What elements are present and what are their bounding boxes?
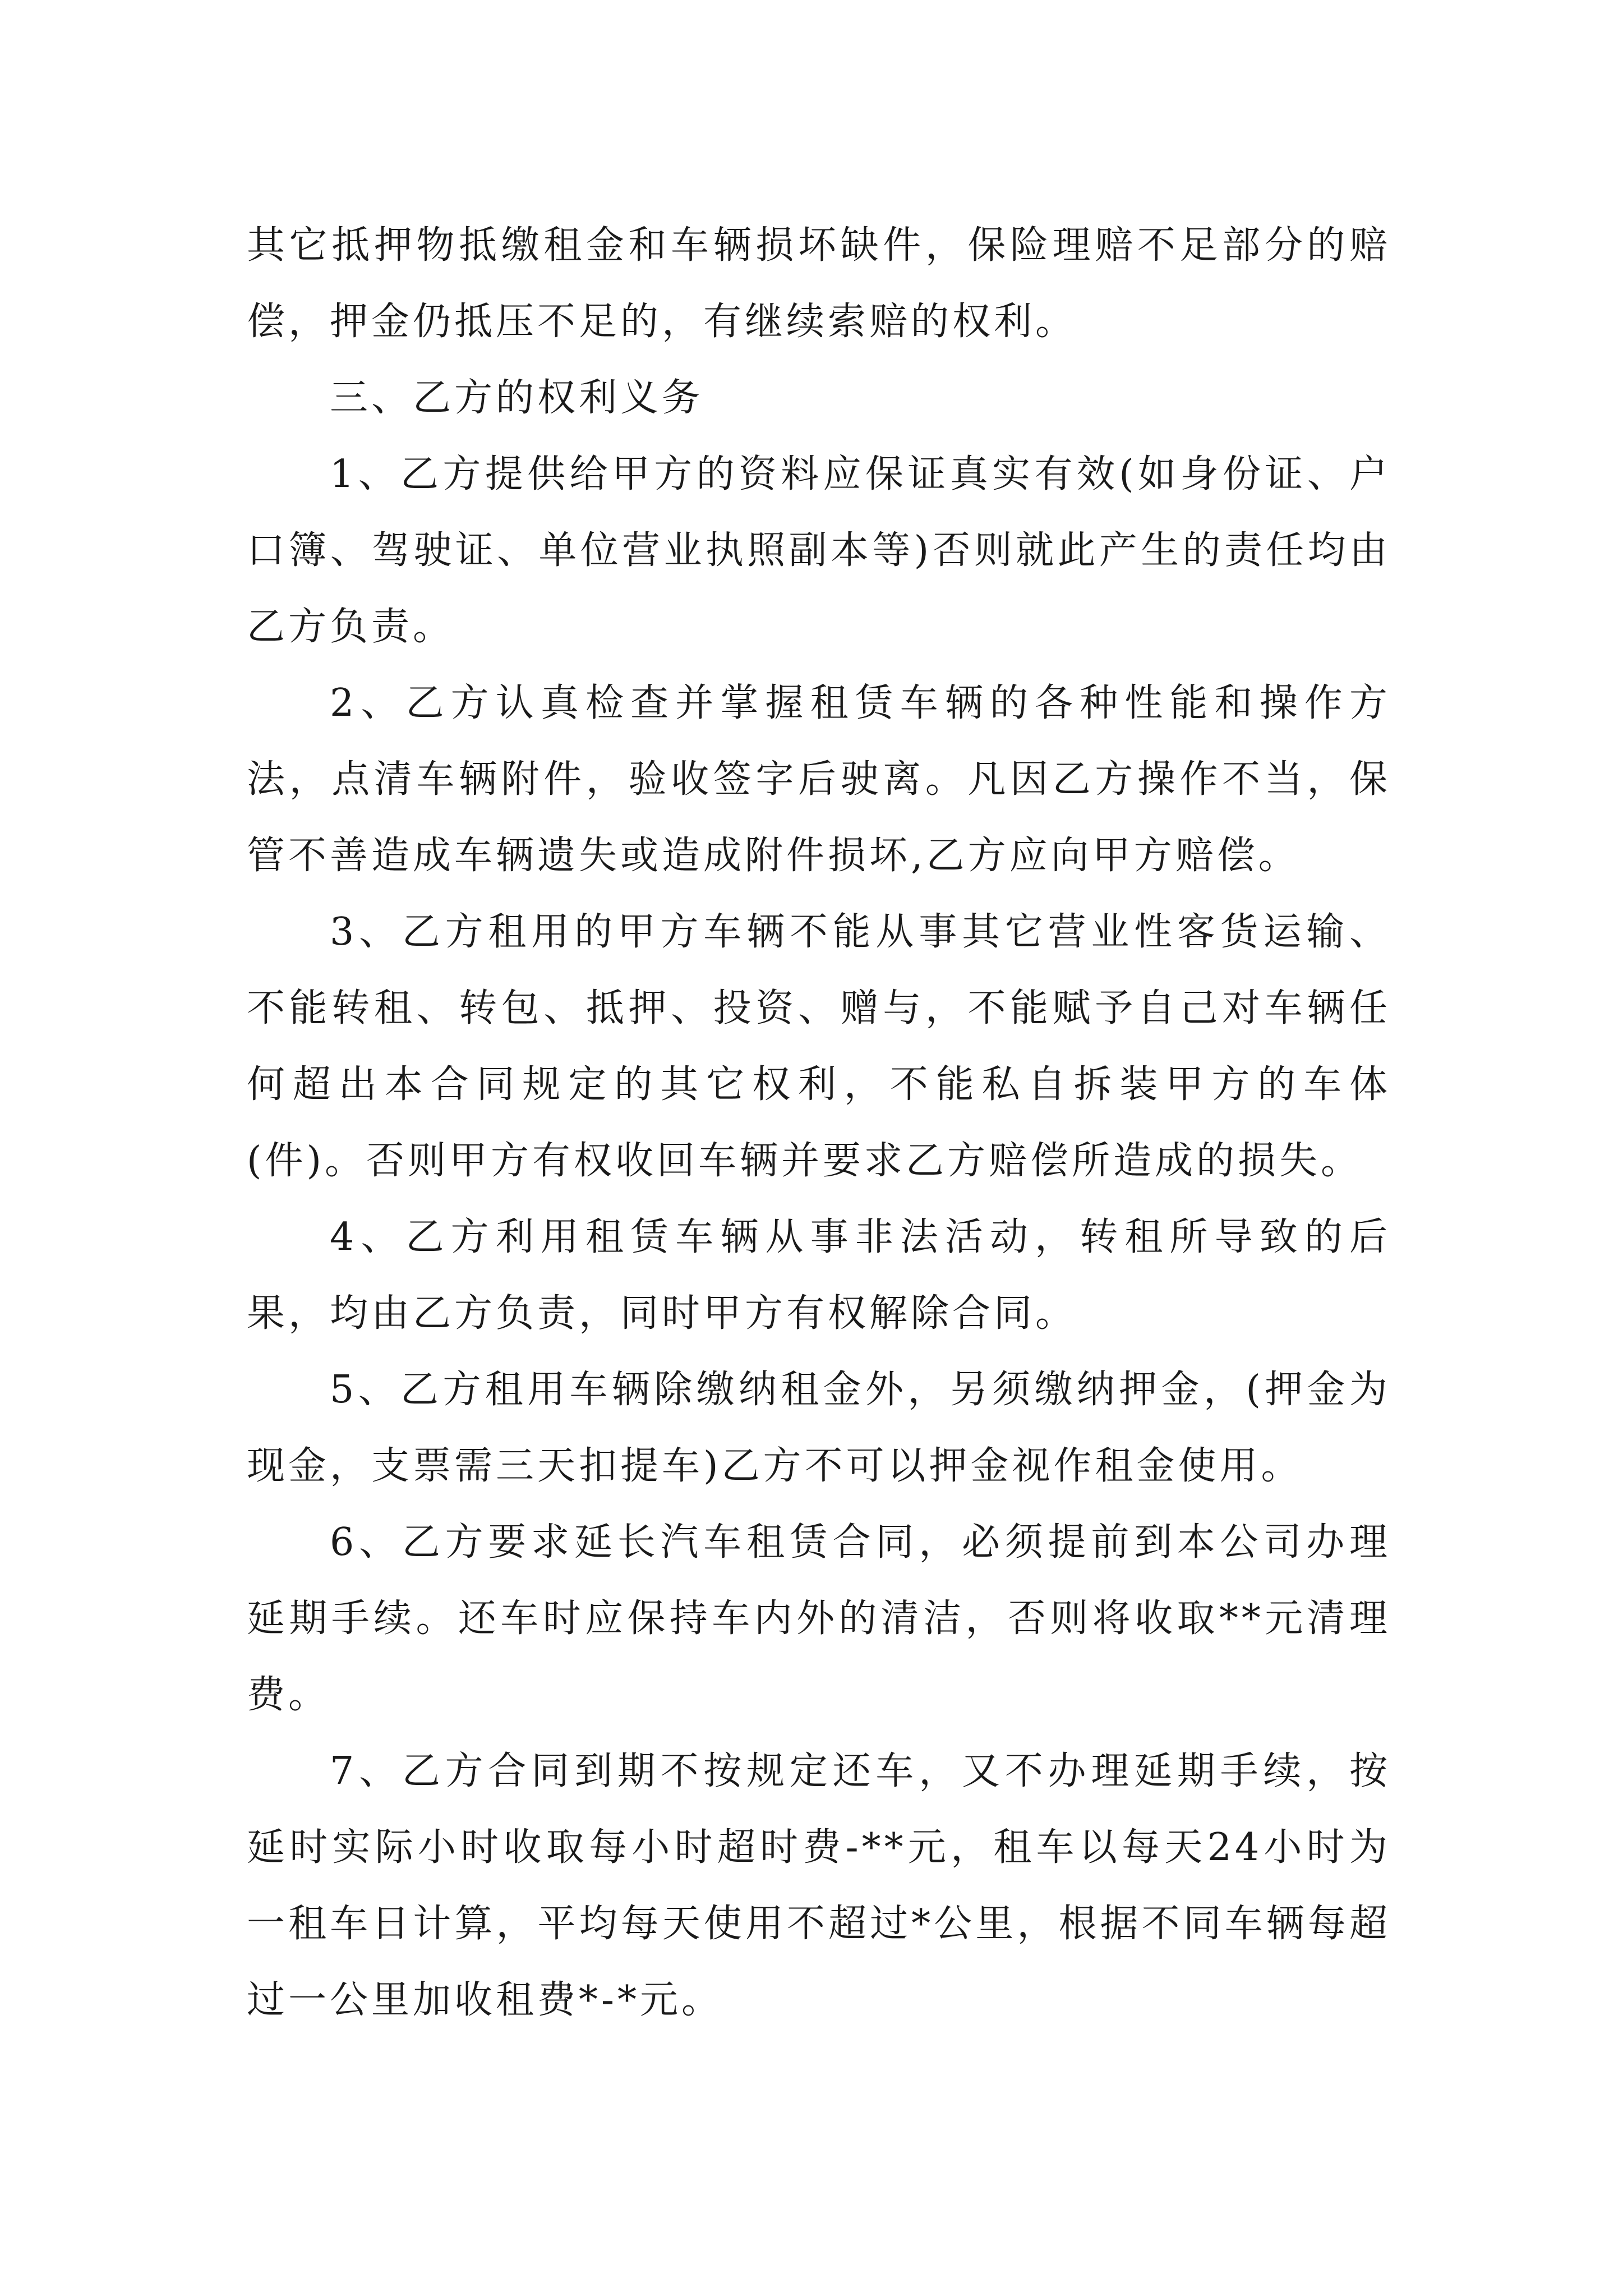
clause-3: 3、乙方租用的甲方车辆不能从事其它营业性客货运输、不能转租、转包、抵押、投资、赠与，不能赋予自己对车辆任何超出本合同规定的其它权利，不能私自拆装甲方的车体(件)。否则甲方有权收回车辆并要求乙方赔偿所造成的损失。	[247, 910, 1391, 1183]
clause-2: 2、乙方认真检查并掌握租赁车辆的各种性能和操作方法，点清车辆附件，验收签字后驶离。凡因乙方操作不当，保管不善造成车辆遗失或造成附件损坏,乙方应向甲方赔偿。	[247, 681, 1391, 878]
clause-7: 7、乙方合同到期不按规定还车，又不办理延期手续，按延时实际小时收取每小时超时费-**元，租车以每天24小时为一租车日计算，平均每天使用不超过*公里，根据不同车辆每超过一公里加收租费*-*元。	[247, 1749, 1391, 2022]
clause-1: 1、乙方提供给甲方的资料应保证真实有效(如身份证、户口簿、驾驶证、单位营业执照副本等)否则就此产生的责任均由乙方负责。	[247, 452, 1391, 649]
paragraph-continuation: 其它抵押物抵缴租金和车辆损坏缺件，保险理赔不足部分的赔偿，押金仍抵压不足的，有继续索赔的权利。	[247, 223, 1391, 344]
clause-4: 4、乙方利用租赁车辆从事非法活动，转租所导致的后果，均由乙方负责，同时甲方有权解除合同。	[247, 1215, 1391, 1336]
contract-body	[247, 208, 1391, 2039]
clause-6: 6、乙方要求延长汽车租赁合同，必须提前到本公司办理延期手续。还车时应保持车内外的清洁，否则将收取**元清理费。	[247, 1520, 1391, 1717]
clause-5: 5、乙方租用车辆除缴纳租金外，另须缴纳押金，(押金为现金，支票需三天扣提车)乙方不可以押金视作租金使用。	[247, 1368, 1391, 1488]
section-heading: 三、乙方的权利义务	[330, 376, 704, 420]
